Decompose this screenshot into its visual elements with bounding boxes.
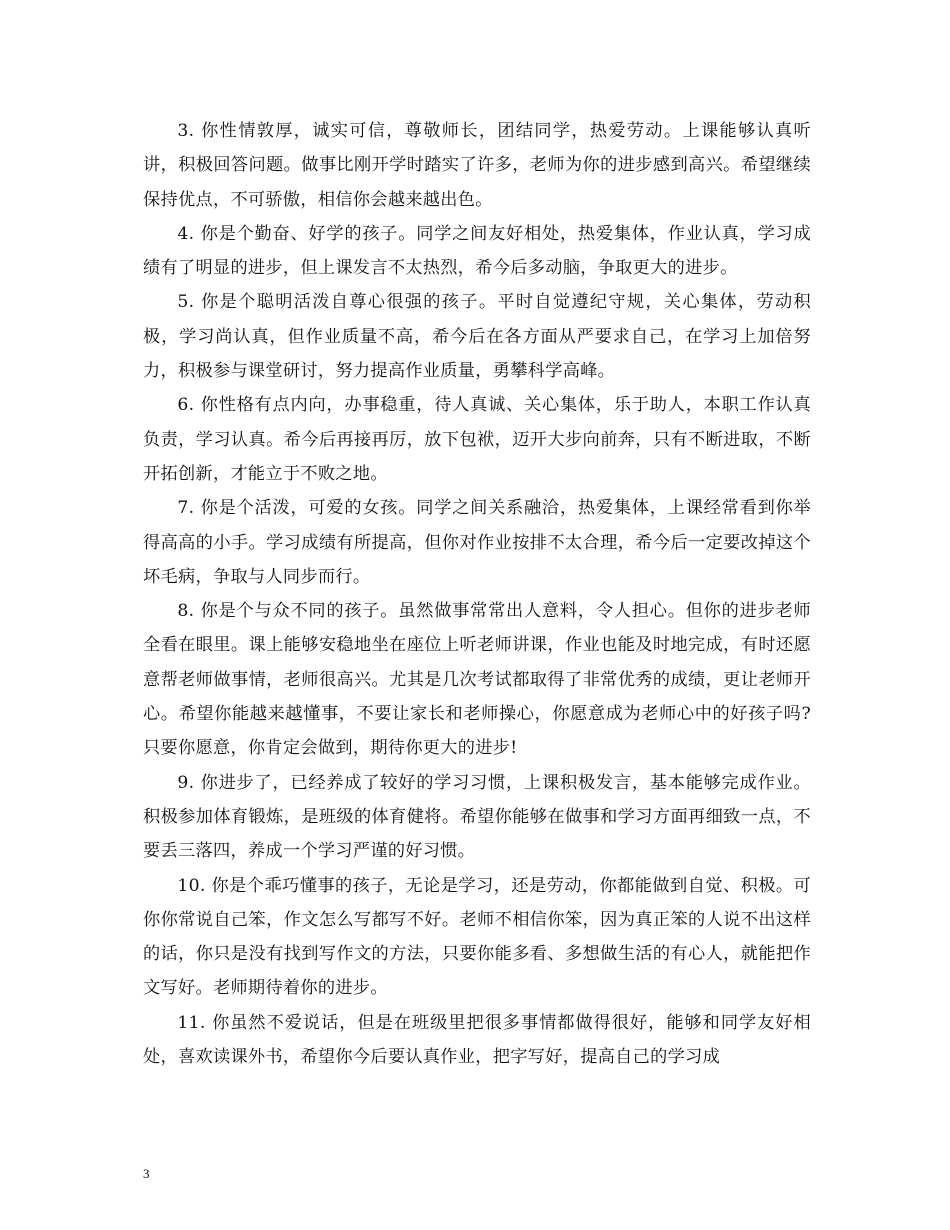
comment-paragraph-5: 5. 你是个聪明活泼自尊心很强的孩子。平时自觉遵纪守规，关心集体，劳动积极，学习尚认真，但作业质量不高，希今后在各方面从严要求自己，在学习上加倍努力，积极参与课堂研讨，努力提高作业质量，勇攀科学高峰。 [143, 292, 811, 382]
comment-paragraph-3: 3. 你性情敦厚，诚实可信，尊敬师长，团结同学，热爱劳动。上课能够认真听讲，积极回答问题。做事比刚开学时踏实了许多，老师为你的进步感到高兴。希望继续保持优点，不可骄傲，相信你会越来越出色。 [143, 121, 811, 210]
comment-paragraph-7: 7. 你是个活泼，可爱的女孩。同学之间关系融洽，热爱集体，上课经常看到你举得高高的小手。学习成绩有所提高，但你对作业按排不太合理，希今后一定要改掉这个坏毛病，争取与人同步而行。 [143, 498, 811, 587]
comment-paragraph-11: 11. 你虽然不爱说话，但是在班级里把很多事情都做得很好，能够和同学友好相处，喜欢读课外书，希望你今后要认真作业，把字写好，提高自己的学习成 [143, 1012, 811, 1068]
document-body [143, 114, 811, 1074]
page-number: 3 [143, 1166, 150, 1181]
comment-paragraph-4: 4. 你是个勤奋、好学的孩子。同学之间友好相处，热爱集体，作业认真，学习成绩有了明显的进步，但上课发言不太热烈，希今后多动脑，争取更大的进步。 [143, 223, 811, 279]
comment-paragraph-6: 6. 你性格有点内向，办事稳重，待人真诚、关心集体，乐于助人，本职工作认真负责，学习认真。希今后再接再厉，放下包袱，迈开大步向前奔，只有不断进取，不断开拓创新，才能立于不败之地。 [143, 395, 811, 484]
comment-paragraph-8: 8. 你是个与众不同的孩子。虽然做事常常出人意料，令人担心。但你的进步老师全看在眼里。课上能够安稳地坐在座位上听老师讲课，作业也能及时地完成，有时还愿意帮老师做事情，老师很高兴。尤其是几次考试都取得了非常优秀的成绩，更让老师开心。希望你能越来越懂事，不要让家长和老师操心，你愿意成为老师心中的好孩子吗?只要你愿意，你肯定会做到，期待你更大的进步! [143, 601, 811, 759]
comment-paragraph-9: 9. 你进步了，已经养成了较好的学习习惯，上课积极发言，基本能够完成作业。积极参加体育锻炼，是班级的体育健将。希望你能够在做事和学习方面再细致一点，不要丢三落四，养成一个学习严谨的好习惯。 [143, 772, 811, 862]
comment-paragraph-10: 10. 你是个乖巧懂事的孩子，无论是学习，还是劳动，你都能做到自觉、积极。可你你常说自己笨，作文怎么写都写不好。老师不相信你笨，因为真正笨的人说不出这样的话，你只是没有找到写作文的方法，只要你能多看、多想做生活的有心人，就能把作文写好。老师期待着你的进步。 [143, 875, 811, 999]
